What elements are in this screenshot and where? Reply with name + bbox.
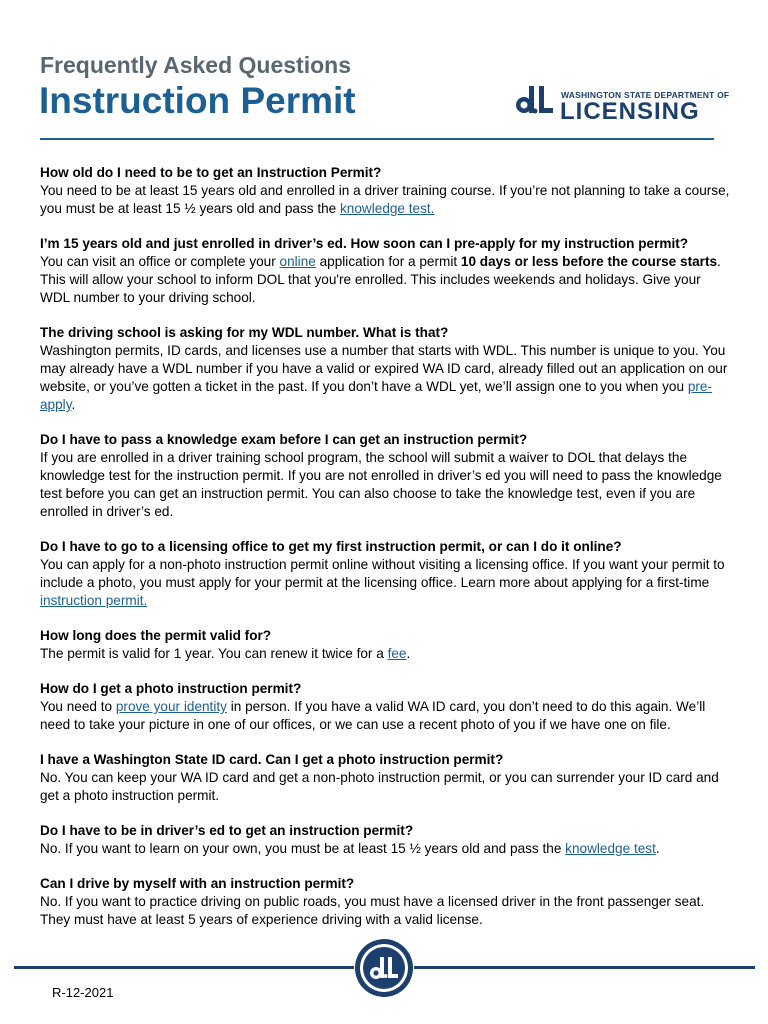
footer-divider-left <box>14 966 354 969</box>
answer-text: application for a permit <box>315 254 461 269</box>
faq-question: Do I have to go to a licensing office to get my first instruction permit, or can I do it online? <box>40 539 622 554</box>
online-application-link[interactable]: online <box>279 254 316 269</box>
faq-item <box>40 324 730 414</box>
answer-text: in person. If you have a valid WA ID card, you don’t need to do this again. We’ll need to take your picture in one of our offices, or we can use a recent photo of you if we have one on file. <box>40 699 706 732</box>
faq-question: I have a Washington State ID card. Can I get a photo instruction permit? <box>40 752 504 767</box>
faq-item <box>40 538 730 610</box>
answer-text: You can apply for a non-photo instruction permit online without visiting a licensing office. If you want your permit to include a photo, you must apply for your permit at the licensing office. Learn more about applying for a first-time <box>40 557 725 590</box>
faq-answer <box>40 556 730 610</box>
instruction-permit-link[interactable]: instruction permit. <box>40 593 148 608</box>
dol-logo <box>505 72 730 126</box>
faq-answer <box>40 840 730 858</box>
answer-text: You can visit an office or complete your <box>40 254 280 269</box>
faq-answer: No. If you want to practice driving on public roads, you must have a licensed driver in the front passenger seat. They must have at least 5 years of experience driving with a valid license. <box>40 894 705 927</box>
faq-question: The driving school is asking for my WDL number. What is that? <box>40 325 449 340</box>
answer-text: The permit is valid for 1 year. You can renew it twice for a <box>40 646 388 661</box>
page-title: Instruction Permit <box>39 80 356 121</box>
answer-text: . <box>71 397 76 412</box>
document-code: R-12-2021 <box>52 985 114 1000</box>
faq-answer <box>40 645 730 663</box>
header-divider <box>40 138 714 140</box>
faq-item <box>40 875 730 929</box>
faq-answer <box>40 253 730 307</box>
faq-answer: No. You can keep your WA ID card and get a non-photo instruction permit, or you can surrender your ID card and get a photo instruction permit. <box>40 770 719 803</box>
faq-question: How do I get a photo instruction permit? <box>40 681 302 696</box>
faq-question: Do I have to pass a knowledge exam before I can get an instruction permit? <box>40 432 528 447</box>
knowledge-test-link[interactable]: knowledge test <box>565 841 656 856</box>
logo-line2: LICENSING <box>560 98 700 125</box>
fee-link[interactable]: fee <box>387 646 407 661</box>
answer-text: No. If you want to learn on your own, you must be at least 15 ½ years old and pass the <box>40 841 566 856</box>
faq-answer <box>40 698 730 734</box>
faq-answer <box>40 342 730 414</box>
faq-item <box>40 235 730 307</box>
answer-text: . <box>655 841 660 856</box>
faq-item <box>40 164 730 218</box>
pre-apply-link[interactable]: pre-apply <box>40 379 713 412</box>
prove-identity-link[interactable]: prove your identity <box>115 699 227 714</box>
dol-footer-seal-icon <box>353 937 415 999</box>
faq-item <box>40 751 730 805</box>
faq-question: I’m 15 years old and just enrolled in driver’s ed. How soon can I pre-apply for my instruction permit? <box>40 236 689 251</box>
faq-question: How long does the permit valid for? <box>40 628 272 643</box>
answer-emphasis: 10 days or less before the course starts <box>460 254 718 269</box>
faq-question: Can I drive by myself with an instruction permit? <box>40 876 355 891</box>
faq-question: How old do I need to be to get an Instruction Permit? <box>40 165 382 180</box>
knowledge-test-link[interactable]: knowledge test. <box>340 201 435 216</box>
faq-item <box>40 680 730 734</box>
faq-question: Do I have to be in driver’s ed to get an instruction permit? <box>40 823 414 838</box>
footer-divider-right <box>414 966 755 969</box>
dol-logo-mark-icon <box>513 80 557 116</box>
faq-answer <box>40 182 730 218</box>
answer-text: . <box>406 646 411 661</box>
answer-text: Washington permits, ID cards, and licenses use a number that starts with WDL. This number is unique to you. You may already have a WDL number if you have a valid or expired WA ID card, already filled out an application on our website, or you’ve gotten a ticket in the past. If you don’t have a WDL yet, we’ll assign one to you when you <box>40 343 728 394</box>
page-subtitle: Frequently Asked Questions <box>40 52 351 78</box>
logo-line1: WASHINGTON STATE DEPARTMENT OF <box>561 90 730 100</box>
faq-item <box>40 822 730 858</box>
faq-item <box>40 431 730 521</box>
answer-text: . This will allow your school to inform DOL that you're enrolled. This includes weekends and holidays. Give your WDL number to your driving school. <box>40 254 721 305</box>
answer-text: You need to <box>40 699 116 714</box>
faq-item <box>40 627 730 663</box>
faq-list <box>40 164 730 946</box>
answer-text: You need to be at least 15 years old and enrolled in a driver training course. If you’re not planning to take a course, you must be at least 15 ½ years old and pass the <box>40 183 730 216</box>
faq-answer: If you are enrolled in a driver training school program, the school will submit a waiver to DOL that delays the knowledge test for the instruction permit. If you are not enrolled in driver’s ed you will need to pass the knowledge test before you can get an instruction permit. You can also choose to take the knowledge test, even if you are enrolled in driver’s ed. <box>40 450 722 519</box>
